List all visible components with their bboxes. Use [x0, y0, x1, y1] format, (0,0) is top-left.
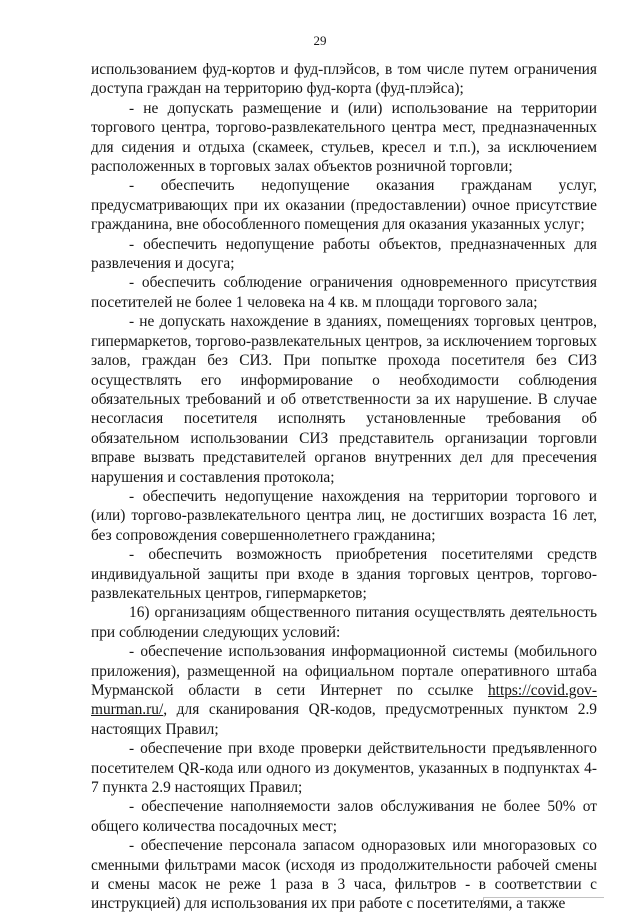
- paragraph-item-16: 16) организациям общественного питания осуществлять деятельность при соблюдении следующих условий:: [91, 604, 597, 641]
- paragraph-qr-system: [91, 642, 597, 739]
- covid-portal-link[interactable]: https://covid.gov-murman.ru/: [91, 682, 597, 719]
- document-body: [91, 60, 597, 914]
- qr-text-after: , для сканирования QR-кодов, предусмотренных пунктом 2.9 настоящих Правил;: [91, 701, 597, 738]
- paragraph-ppe-purchase: - обеспечить возможность приобретения посетителями средств индивидуальной защиты при входе в здания торговых центров, торгово-развлекательных центров, гипермаркетов;: [91, 546, 597, 602]
- paragraph-qr-check: - обеспечение при входе проверки действительности предъявленного посетителем QR-кода или одного из документов, указанных в подпунктах 4-7 пункта 2.9 настоящих Правил;: [91, 740, 597, 797]
- paragraph-seating-ban: - не допускать размещение и (или) использование на территории торгового центра, торгово-развлекательного центра мест, предназначенных для сидения и отдыха (скамеек, стульев, кресел и т.п.), за исключением расположенных в торговых залах объектов розничной торговли;: [91, 99, 597, 176]
- paragraph-minors-ban: - обеспечить недопущение нахождения на территории торгового и (или) торгово-развлекательного центра лиц, не достигших возраста 16 лет, без сопровождения совершеннолетнего гражданина;: [91, 487, 597, 544]
- paragraph-food-courts: использованием фуд-кортов и фуд-плэйсов, в том числе путем ограничения доступа граждан на территорию фуд-корта (фуд-плэйса);: [91, 61, 597, 98]
- page-number: 29: [313, 33, 327, 48]
- paragraph-visitor-limit: - обеспечить соблюдение ограничения одновременного присутствия посетителей не более 1 человека на 4 кв. м площади торгового зала;: [91, 274, 597, 311]
- paragraph-entertainment-ban: - обеспечить недопущение работы объектов, предназначенных для развлечения и досуга;: [91, 235, 597, 273]
- scan-edge-mark: [483, 897, 604, 903]
- paragraph-masks: - обеспечение персонала запасом одноразовых или многоразовых со сменными фильтрами масок (исходя из продолжительности рабочей смены и смены масок не реже 1 раза в 3 часа, фильтров - в соответствии с инструкцией) для использования их при работе с посетителями, а также: [91, 837, 597, 913]
- paragraph-ppe-requirement: - не допускать нахождение в зданиях, помещениях торговых центров, гипермаркетов, торгово-развлекательных центров, за исключением торговых залов, граждан без СИЗ. При попытке прохода посетителя без СИЗ осуществлять его информирование о необходимости соблюдения обязательных требований и об ответственности за их нарушение. В случае несогласия посетителя исполнять установленные требования об обязательном использовании СИЗ представитель организации торговли вправе вызвать представителей органов внутренних дел для пресечения нарушения и составления протокола;: [91, 313, 597, 486]
- paragraph-services-ban: - обеспечить недопущение оказания гражданам услуг, предусматривающих при их оказании (предоставлении) очное присутствие гражданина, вне обособленного помещения для оказания указанных услуг;: [91, 177, 597, 234]
- qr-text-before: - обеспечение использования информационной системы (мобильного приложения), размещенной на официальном портале оперативного штаба Мурманской области в сети Интернет по ссылке: [91, 643, 597, 699]
- paragraph-occupancy: - обеспечение наполняемости залов обслуживания не более 50% от общего количества посадочных мест;: [91, 798, 597, 835]
